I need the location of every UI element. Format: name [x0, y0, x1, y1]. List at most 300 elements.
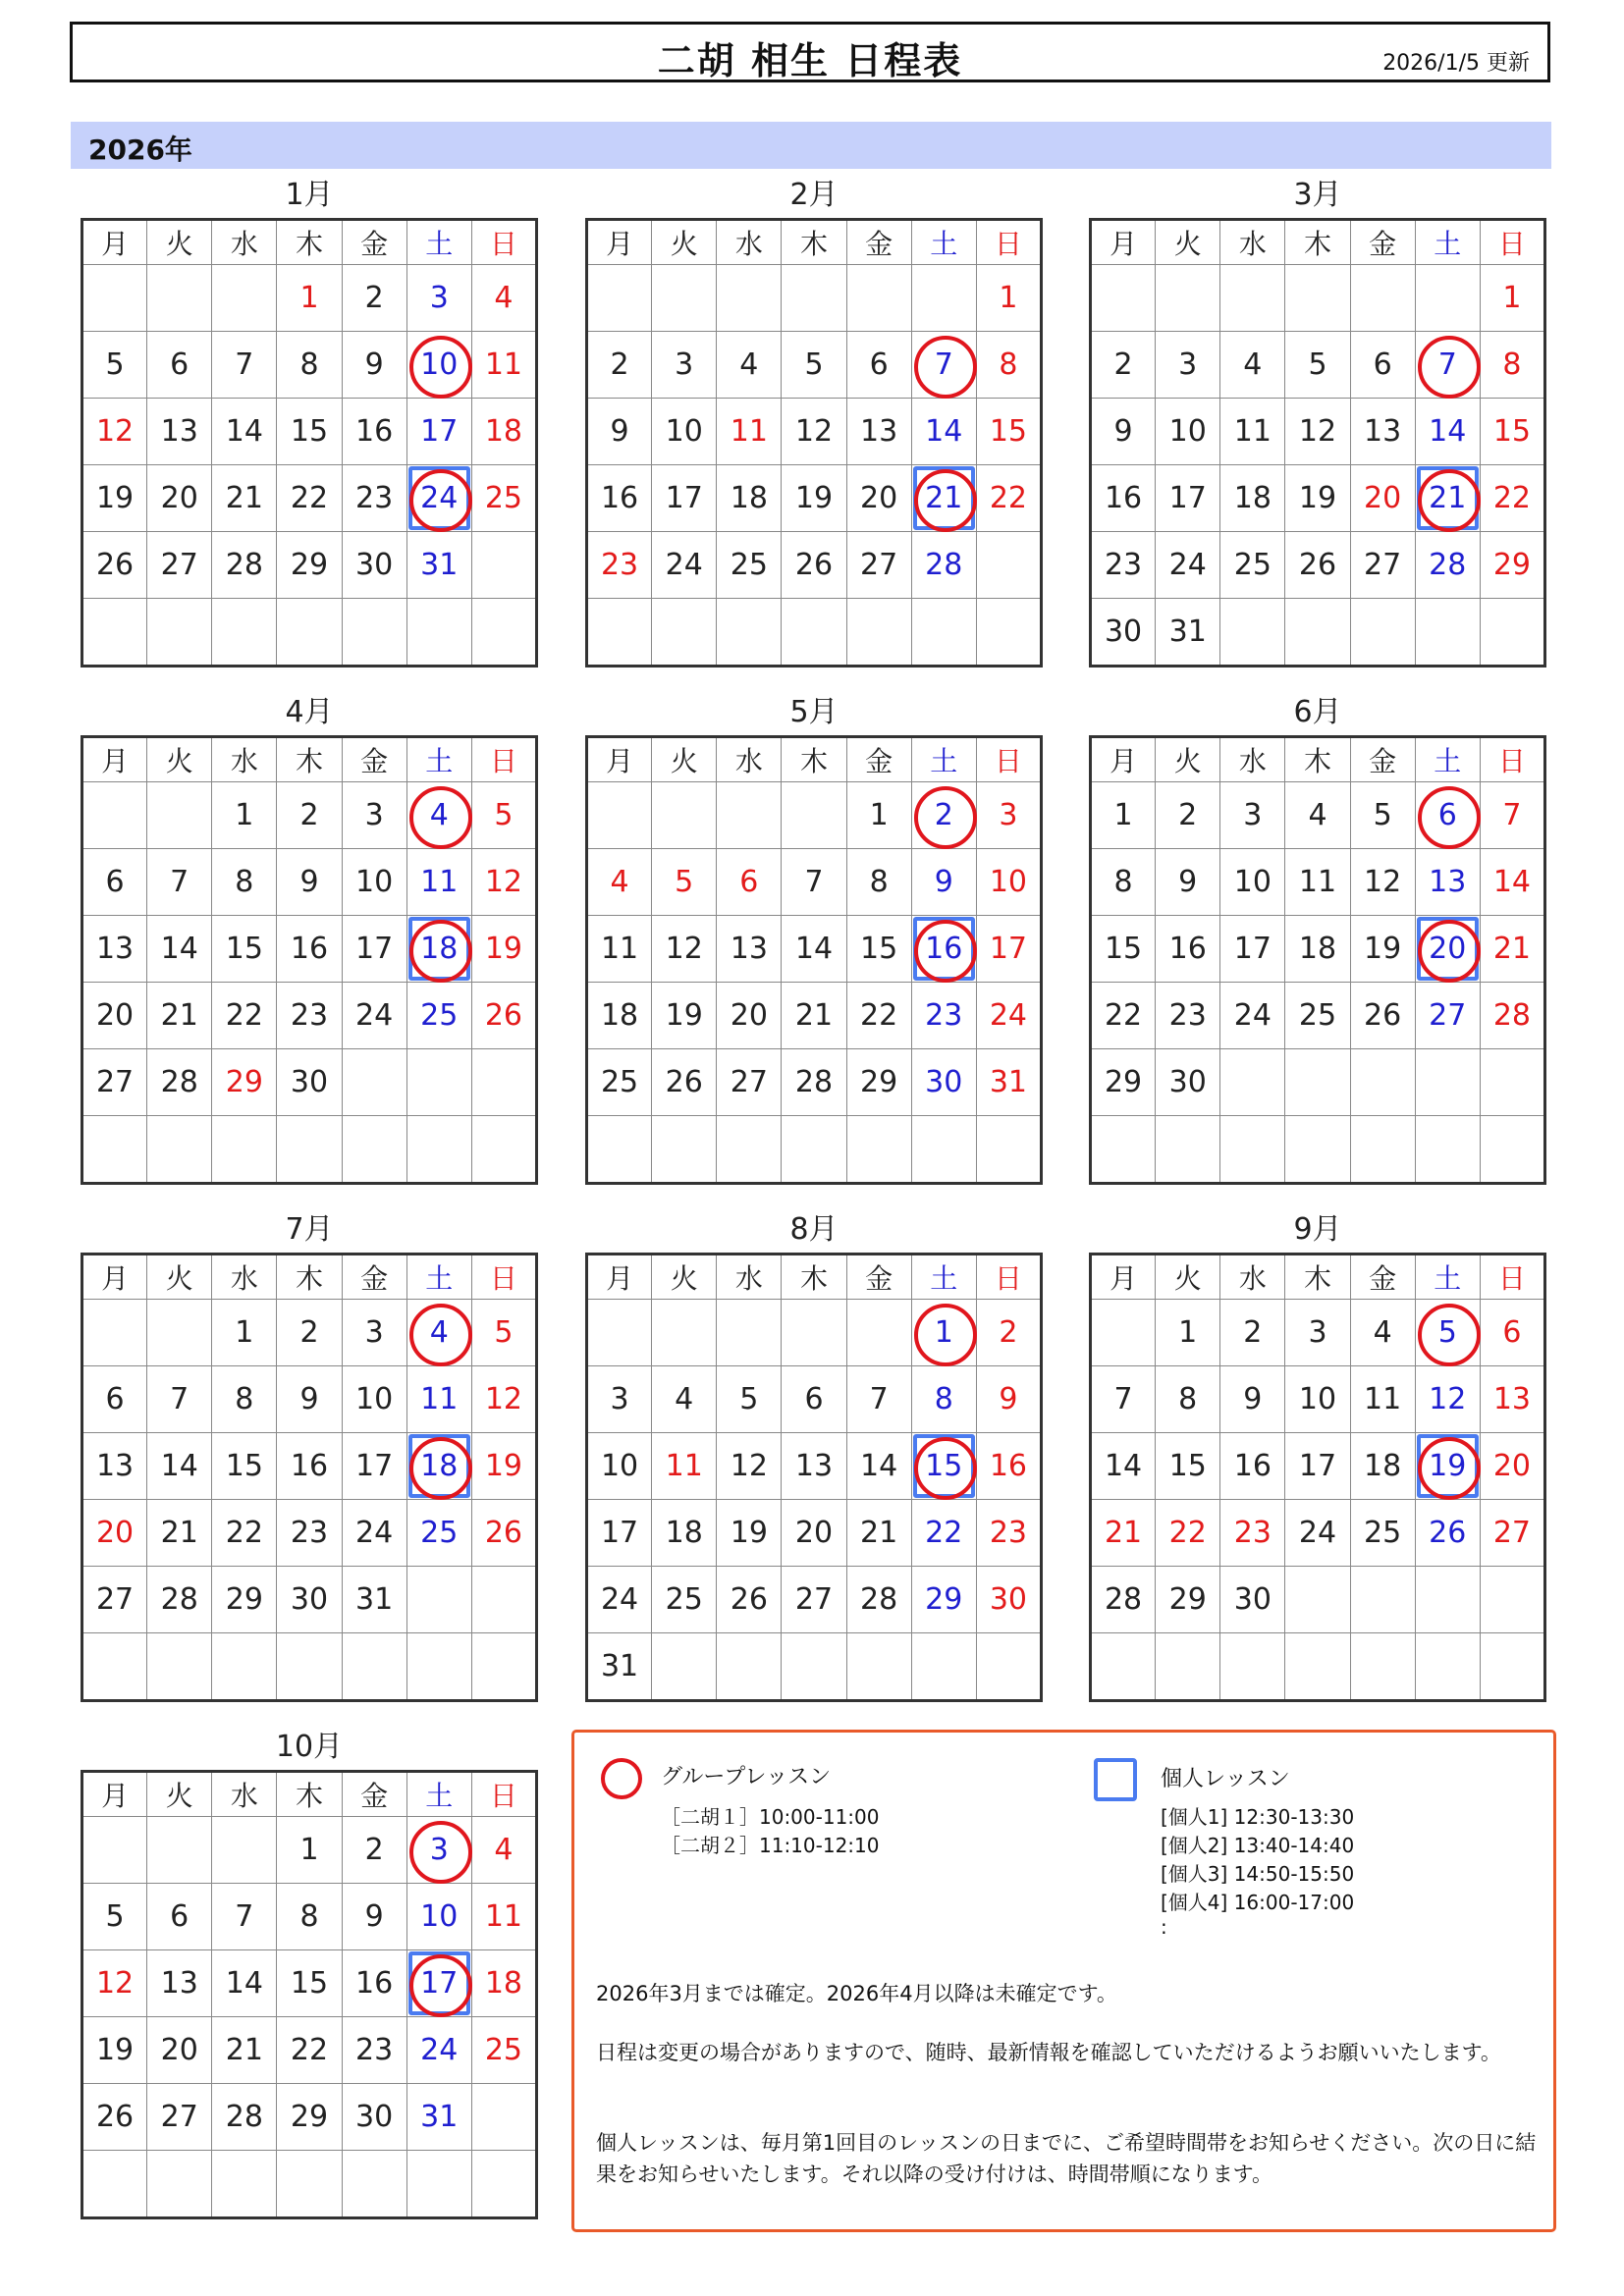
- empty-cell: [147, 265, 212, 332]
- day-cell: [212, 1567, 277, 1633]
- day-cell: [212, 1884, 277, 1950]
- day-number: 21: [1429, 481, 1467, 515]
- day-number: 11: [1233, 414, 1272, 449]
- month-grid: [1089, 1253, 1546, 1702]
- empty-cell: [652, 782, 717, 849]
- day-number: 2: [1178, 798, 1198, 832]
- day-number: 6: [804, 1382, 824, 1416]
- day-cell: [471, 1300, 536, 1366]
- day-number: 21: [1104, 1516, 1143, 1550]
- day-cell: [1480, 782, 1544, 849]
- month-calendar: [585, 1207, 1043, 1702]
- day-cell: [1415, 983, 1480, 1049]
- day-cell: [911, 1500, 976, 1567]
- empty-cell: [471, 599, 536, 667]
- day-number: 31: [420, 548, 459, 582]
- day-number: 23: [355, 2033, 394, 2067]
- note-private-booking: 個人レッスンは、毎月第1回目のレッスンの日までに、ご希望時間帯をお知らせください。次の日に結果をお知らせいたします。それ以降の受け付けは、時間帯順になります。: [596, 2131, 1537, 2186]
- day-number: 14: [225, 414, 263, 449]
- day-number: 9: [299, 865, 319, 899]
- day-cell: [976, 849, 1041, 916]
- day-number: 29: [925, 1582, 963, 1617]
- day-number: 3: [364, 798, 384, 832]
- empty-cell: [911, 265, 976, 332]
- day-number: 7: [869, 1382, 889, 1416]
- day-number: 7: [1437, 347, 1457, 382]
- day-number: 12: [730, 1449, 768, 1483]
- day-number: 30: [1168, 1065, 1207, 1099]
- day-cell: [782, 1500, 846, 1567]
- day-number: 7: [934, 347, 953, 382]
- day-cell: [652, 332, 717, 399]
- day-number: 15: [925, 1449, 963, 1483]
- day-number: 12: [1429, 1382, 1467, 1416]
- day-cell: [846, 532, 911, 599]
- day-cell: [1285, 465, 1350, 532]
- day-number: 1: [299, 281, 319, 315]
- day-cell: [1091, 916, 1156, 983]
- day-number: 24: [355, 1516, 394, 1550]
- day-number: 11: [484, 1899, 523, 1934]
- weekday-header: 木: [277, 1255, 342, 1300]
- day-cell: [342, 782, 406, 849]
- day-number: 11: [730, 414, 768, 449]
- day-cell: [212, 399, 277, 465]
- day-cell: [717, 1433, 782, 1500]
- day-cell: [846, 1500, 911, 1567]
- weekday-header: 日: [976, 220, 1041, 265]
- day-cell: [717, 849, 782, 916]
- day-number: 20: [1364, 481, 1402, 515]
- day-cell: [342, 1433, 406, 1500]
- day-cell: [342, 2017, 406, 2084]
- day-cell: [587, 1567, 652, 1633]
- day-cell: [277, 1950, 342, 2017]
- day-cell: [846, 399, 911, 465]
- day-number: 5: [494, 798, 514, 832]
- weekday-header: 木: [277, 737, 342, 782]
- day-cell: [1156, 332, 1220, 399]
- day-cell: [277, 1817, 342, 1884]
- day-number: 24: [1168, 548, 1207, 582]
- empty-cell: [976, 1116, 1041, 1184]
- month-calendar: [585, 690, 1043, 1185]
- day-number: 20: [1429, 932, 1467, 966]
- day-cell: [1220, 1500, 1285, 1567]
- day-cell: [1091, 1567, 1156, 1633]
- day-number: 14: [225, 1966, 263, 2001]
- empty-cell: [471, 1567, 536, 1633]
- empty-cell: [1350, 1049, 1415, 1116]
- day-cell: [147, 1500, 212, 1567]
- empty-cell: [1091, 265, 1156, 332]
- weekday-header: 水: [212, 1255, 277, 1300]
- day-cell: [212, 1300, 277, 1366]
- day-number: 10: [420, 347, 459, 382]
- day-cell: [1156, 465, 1220, 532]
- day-cell: [976, 983, 1041, 1049]
- empty-cell: [846, 1116, 911, 1184]
- day-number: 29: [1492, 548, 1532, 582]
- day-cell: [342, 1300, 406, 1366]
- day-number: 23: [290, 1516, 329, 1550]
- day-cell: [717, 399, 782, 465]
- empty-cell: [1350, 1567, 1415, 1633]
- day-number: 17: [355, 1449, 394, 1483]
- day-number: 13: [160, 1966, 198, 2001]
- note-confirmation: 2026年3月までは確定。2026年4月以降は未確定です。: [596, 1982, 1117, 2005]
- day-number: 16: [925, 932, 963, 966]
- day-cell: [587, 1366, 652, 1433]
- day-number: 15: [225, 1449, 263, 1483]
- month-calendar: [585, 173, 1043, 667]
- empty-cell: [406, 2151, 471, 2218]
- day-number: 24: [1233, 998, 1272, 1033]
- day-cell: [277, 1433, 342, 1500]
- day-cell: [82, 1884, 147, 1950]
- weekday-header: 金: [342, 220, 406, 265]
- day-cell: [1091, 465, 1156, 532]
- day-number: 6: [105, 865, 125, 899]
- month-title: 9月: [1293, 1212, 1342, 1247]
- day-cell: [277, 399, 342, 465]
- empty-cell: [212, 1116, 277, 1184]
- weekday-header: 金: [846, 220, 911, 265]
- empty-cell: [1091, 1116, 1156, 1184]
- square-legend-icon: [1094, 1758, 1137, 1801]
- empty-cell: [406, 1567, 471, 1633]
- day-number: 18: [665, 1516, 703, 1550]
- day-cell: [911, 1433, 976, 1500]
- day-cell: [976, 1366, 1041, 1433]
- day-number: 8: [999, 347, 1018, 382]
- day-number: 10: [355, 1382, 394, 1416]
- empty-cell: [277, 1116, 342, 1184]
- day-cell: [1091, 983, 1156, 1049]
- day-cell: [976, 465, 1041, 532]
- day-cell: [471, 2017, 536, 2084]
- day-cell: [911, 1567, 976, 1633]
- day-number: 26: [95, 548, 135, 582]
- day-number: 11: [420, 1382, 459, 1416]
- weekday-header: 月: [82, 220, 147, 265]
- month-calendar: [81, 173, 538, 667]
- day-cell: [406, 1300, 471, 1366]
- day-cell: [1091, 782, 1156, 849]
- day-cell: [911, 465, 976, 532]
- empty-cell: [212, 265, 277, 332]
- day-cell: [652, 399, 717, 465]
- day-number: 6: [869, 347, 889, 382]
- day-cell: [976, 1300, 1041, 1366]
- weekday-header: 土: [1415, 220, 1480, 265]
- day-cell: [147, 2017, 212, 2084]
- empty-cell: [277, 1633, 342, 1701]
- day-cell: [406, 1366, 471, 1433]
- day-cell: [212, 1500, 277, 1567]
- day-number: 16: [989, 1449, 1028, 1483]
- day-cell: [1156, 1366, 1220, 1433]
- weekday-header: 月: [82, 1255, 147, 1300]
- day-cell: [976, 916, 1041, 983]
- empty-cell: [471, 532, 536, 599]
- day-cell: [782, 532, 846, 599]
- day-number: 6: [105, 1382, 125, 1416]
- day-number: 28: [925, 548, 963, 582]
- day-cell: [1220, 1300, 1285, 1366]
- day-number: 11: [484, 347, 523, 382]
- day-number: 15: [1168, 1449, 1207, 1483]
- day-cell: [587, 399, 652, 465]
- day-cell: [406, 2017, 471, 2084]
- weekday-header: 水: [717, 220, 782, 265]
- day-number: 18: [1298, 932, 1337, 966]
- day-number: 25: [420, 998, 459, 1033]
- day-number: 22: [225, 1516, 263, 1550]
- day-cell: [406, 916, 471, 983]
- day-number: 12: [484, 1382, 523, 1416]
- day-cell: [846, 1433, 911, 1500]
- weekday-header: 日: [1480, 220, 1544, 265]
- day-number: 8: [299, 1899, 319, 1934]
- day-number: 27: [1492, 1516, 1532, 1550]
- day-number: 1: [869, 798, 889, 832]
- day-cell: [342, 265, 406, 332]
- day-cell: [1285, 983, 1350, 1049]
- weekday-header: 金: [846, 1255, 911, 1300]
- day-cell: [782, 916, 846, 983]
- day-cell: [342, 1366, 406, 1433]
- day-number: 7: [1113, 1382, 1133, 1416]
- empty-cell: [1350, 1116, 1415, 1184]
- month-title: 1月: [285, 178, 334, 212]
- day-cell: [342, 983, 406, 1049]
- day-number: 4: [429, 798, 449, 832]
- day-cell: [342, 332, 406, 399]
- weekday-header: 水: [1220, 1255, 1285, 1300]
- day-cell: [1415, 1433, 1480, 1500]
- day-number: 13: [95, 932, 135, 966]
- day-cell: [212, 465, 277, 532]
- day-number: 17: [1298, 1449, 1337, 1483]
- day-number: 30: [925, 1065, 963, 1099]
- day-number: 17: [1168, 481, 1207, 515]
- day-cell: [1350, 1366, 1415, 1433]
- empty-cell: [82, 2151, 147, 2218]
- month-grid: [81, 218, 538, 667]
- day-number: 12: [1364, 865, 1402, 899]
- day-cell: [1156, 849, 1220, 916]
- empty-cell: [471, 1116, 536, 1184]
- day-cell: [911, 1366, 976, 1433]
- day-number: 28: [1429, 548, 1467, 582]
- day-cell: [846, 1366, 911, 1433]
- day-number: 13: [95, 1449, 135, 1483]
- day-number: 21: [225, 2033, 263, 2067]
- empty-cell: [1091, 1300, 1156, 1366]
- weekday-header: 水: [212, 220, 277, 265]
- day-number: 15: [290, 414, 329, 449]
- day-number: 1: [999, 281, 1018, 315]
- day-cell: [1091, 399, 1156, 465]
- day-cell: [82, 1950, 147, 2017]
- day-cell: [846, 1049, 911, 1116]
- day-cell: [1480, 1300, 1544, 1366]
- day-number: 31: [355, 1582, 394, 1617]
- day-cell: [82, 465, 147, 532]
- day-number: 14: [860, 1449, 898, 1483]
- day-cell: [782, 1567, 846, 1633]
- day-number: 3: [1243, 798, 1263, 832]
- day-number: 19: [665, 998, 703, 1033]
- day-number: 9: [1243, 1382, 1263, 1416]
- empty-cell: [782, 1633, 846, 1701]
- day-cell: [1091, 1500, 1156, 1567]
- day-cell: [717, 1567, 782, 1633]
- day-cell: [471, 782, 536, 849]
- day-cell: [976, 332, 1041, 399]
- weekday-header: 金: [1350, 1255, 1415, 1300]
- day-number: 25: [730, 548, 768, 582]
- day-cell: [1415, 1500, 1480, 1567]
- day-number: 7: [235, 347, 254, 382]
- day-number: 3: [1178, 347, 1198, 382]
- weekday-header: 日: [976, 737, 1041, 782]
- weekday-header: 水: [717, 1255, 782, 1300]
- day-number: 9: [610, 414, 629, 449]
- day-cell: [82, 1500, 147, 1567]
- day-number: 22: [1104, 998, 1143, 1033]
- weekday-header: 火: [147, 1772, 212, 1817]
- day-number: 28: [794, 1065, 834, 1099]
- day-cell: [1415, 1366, 1480, 1433]
- day-cell: [342, 916, 406, 983]
- day-cell: [587, 1049, 652, 1116]
- weekday-header: 木: [1285, 220, 1350, 265]
- day-cell: [976, 399, 1041, 465]
- empty-cell: [911, 599, 976, 667]
- weekday-header: 日: [1480, 1255, 1544, 1300]
- day-number: 27: [860, 548, 898, 582]
- day-cell: [277, 983, 342, 1049]
- day-cell: [406, 1433, 471, 1500]
- day-number: 21: [1492, 932, 1532, 966]
- day-cell: [911, 916, 976, 983]
- day-cell: [1285, 849, 1350, 916]
- day-number: 16: [600, 481, 639, 515]
- day-cell: [1350, 1300, 1415, 1366]
- day-number: 14: [160, 932, 198, 966]
- day-number: 23: [600, 548, 639, 582]
- day-number: 23: [290, 998, 329, 1033]
- day-cell: [911, 983, 976, 1049]
- day-number: 26: [665, 1065, 703, 1099]
- day-cell: [212, 1366, 277, 1433]
- day-cell: [212, 332, 277, 399]
- day-number: 9: [299, 1382, 319, 1416]
- day-cell: [147, 1567, 212, 1633]
- day-number: 4: [739, 347, 759, 382]
- weekday-header: 水: [1220, 737, 1285, 782]
- weekday-header: 火: [652, 220, 717, 265]
- day-cell: [277, 782, 342, 849]
- day-number: 19: [794, 481, 834, 515]
- empty-cell: [1480, 599, 1544, 667]
- empty-cell: [82, 599, 147, 667]
- day-number: 13: [1429, 865, 1467, 899]
- day-cell: [652, 1049, 717, 1116]
- day-cell: [1091, 599, 1156, 667]
- day-number: 30: [355, 548, 394, 582]
- day-number: 8: [1113, 865, 1133, 899]
- weekday-header: 日: [471, 1255, 536, 1300]
- day-cell: [471, 1433, 536, 1500]
- day-number: 30: [355, 2100, 394, 2134]
- empty-cell: [652, 599, 717, 667]
- empty-cell: [1285, 599, 1350, 667]
- day-number: 30: [989, 1582, 1028, 1617]
- weekday-header: 木: [782, 220, 846, 265]
- day-cell: [1156, 599, 1220, 667]
- day-number: 8: [235, 1382, 254, 1416]
- group-lesson-time-2: ［二胡２］11:10-12:10: [661, 1834, 880, 1857]
- day-cell: [1415, 399, 1480, 465]
- day-number: 18: [420, 932, 459, 966]
- day-cell: [342, 1500, 406, 1567]
- day-number: 31: [989, 1065, 1028, 1099]
- empty-cell: [1350, 599, 1415, 667]
- weekday-header: 水: [717, 737, 782, 782]
- empty-cell: [587, 265, 652, 332]
- empty-cell: [717, 1116, 782, 1184]
- day-number: 4: [1308, 798, 1327, 832]
- day-cell: [1220, 849, 1285, 916]
- empty-cell: [1415, 265, 1480, 332]
- empty-cell: [1480, 1633, 1544, 1701]
- month-grid: [585, 1253, 1043, 1702]
- empty-cell: [277, 599, 342, 667]
- empty-cell: [782, 782, 846, 849]
- day-cell: [147, 1366, 212, 1433]
- circle-legend-icon: [601, 1758, 642, 1799]
- empty-cell: [782, 1300, 846, 1366]
- empty-cell: [1220, 1049, 1285, 1116]
- day-number: 6: [1373, 347, 1392, 382]
- day-cell: [1156, 532, 1220, 599]
- day-number: 28: [860, 1582, 898, 1617]
- day-cell: [342, 1950, 406, 2017]
- day-number: 14: [925, 414, 963, 449]
- empty-cell: [717, 599, 782, 667]
- day-cell: [1415, 1300, 1480, 1366]
- day-number: 24: [355, 998, 394, 1033]
- day-number: 2: [1113, 347, 1133, 382]
- day-number: 17: [355, 932, 394, 966]
- day-cell: [82, 983, 147, 1049]
- day-number: 7: [170, 1382, 189, 1416]
- day-cell: [1350, 916, 1415, 983]
- day-cell: [1350, 399, 1415, 465]
- day-cell: [1350, 465, 1415, 532]
- day-number: 7: [235, 1899, 254, 1934]
- day-cell: [1480, 849, 1544, 916]
- day-number: 12: [95, 1966, 135, 2001]
- private-lesson-time-2: [個人2] 13:40-14:40: [1161, 1834, 1355, 1857]
- day-number: 8: [1178, 1382, 1198, 1416]
- day-cell: [976, 1433, 1041, 1500]
- weekday-header: 木: [782, 737, 846, 782]
- day-cell: [652, 1433, 717, 1500]
